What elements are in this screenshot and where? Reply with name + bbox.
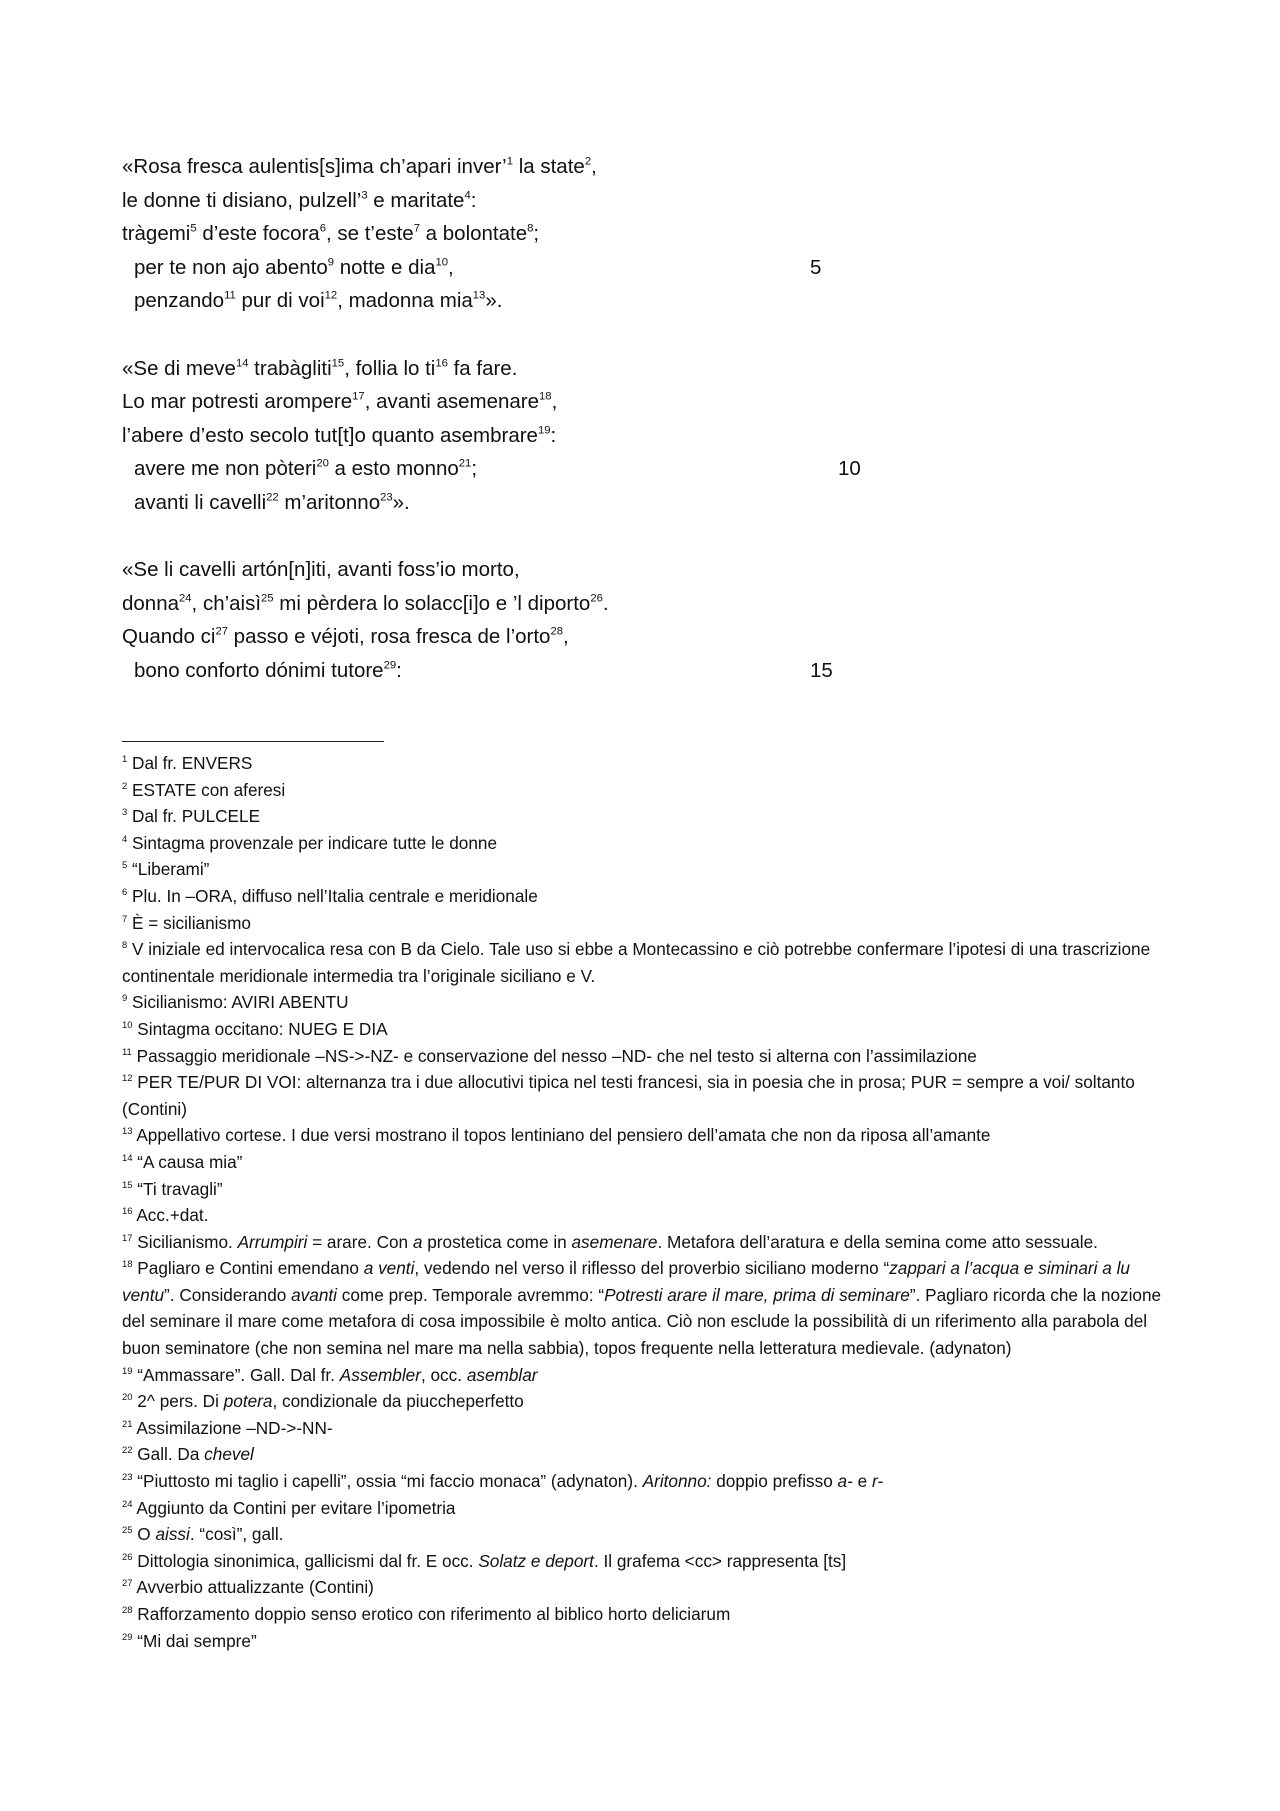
- footnote-number: 2: [122, 780, 128, 792]
- footnote-ref: 16: [435, 357, 448, 370]
- text-run: , follia lo ti: [344, 356, 436, 380]
- footnote-ref: 1: [506, 155, 514, 168]
- footnote-ref: 26: [590, 592, 603, 605]
- italic-run: chevel: [204, 1444, 254, 1465]
- footnote: [122, 1628, 1167, 1655]
- text-run: ;: [533, 222, 540, 245]
- text-run: tràgemi: [122, 222, 191, 245]
- stanza: [122, 150, 1022, 318]
- footnote-ref: 6: [319, 222, 326, 235]
- text-run: È = sicilianismo: [132, 912, 251, 933]
- text-run: Gall. Da: [137, 1444, 205, 1465]
- footnote-number: 26: [122, 1551, 133, 1563]
- text-run: d’este focora: [196, 222, 320, 245]
- text-run: a esto monno: [328, 457, 459, 480]
- footnote: [122, 856, 1167, 883]
- footnote-number: 27: [122, 1578, 133, 1590]
- text-run: Dal fr. ENVERS: [132, 753, 253, 773]
- line-number: 10: [838, 457, 861, 480]
- text-run: = arare. Con: [307, 1231, 413, 1252]
- italic-run: asemenare: [571, 1231, 658, 1252]
- text-run: Lo mar potresti arompere: [122, 390, 353, 413]
- verse-line: [122, 284, 1022, 318]
- footnote-separator: [122, 741, 384, 742]
- text-run: ».: [485, 289, 503, 312]
- text-run: e maritate: [367, 188, 465, 212]
- text-run: Passaggio meridionale –NS->-NZ- e conservazione del nesso –ND- che nel testo si alterna con l’assimilazione: [136, 1045, 977, 1066]
- text-run: Sintagma occitano: NUEG E DIA: [137, 1018, 388, 1039]
- footnote-ref: 8: [527, 222, 534, 235]
- italic-run: Arrumpiri: [237, 1231, 308, 1252]
- footnote-number: 14: [122, 1152, 133, 1164]
- footnote-number: 18: [122, 1259, 133, 1271]
- italic-run: a-: [837, 1471, 853, 1492]
- text-run: Appellativo cortese. I due versi mostrano il topos lentiniano del pensiero dell’amata che non da riposa all’amante: [136, 1125, 991, 1146]
- verse-line: [122, 251, 1022, 285]
- footnote: [122, 1601, 1167, 1628]
- verse-line: [122, 419, 1022, 453]
- italic-run: avanti: [291, 1284, 337, 1305]
- footnote-ref: 12: [324, 289, 338, 302]
- footnote-number: 20: [122, 1392, 133, 1404]
- footnote-number: 28: [122, 1604, 133, 1616]
- footnote-ref: 28: [550, 625, 563, 638]
- text-run: mi pèrdera lo solacc[i]o e ’l diporto: [273, 591, 591, 615]
- text-run: ”. Pagliaro ricorda che la nozione del seminare il mare come metafora di cosa impossibile è molto antica. Ciò non esclude la possibilità di un riferimento alla parabola del buon seminatore (che non semina nel mare ma nella sabbia), topos frequente nella letteratura medievale. (adynaton): [122, 1284, 1162, 1359]
- footnote-ref: 7: [413, 222, 420, 235]
- footnote: [122, 830, 1167, 857]
- text-run: e: [852, 1471, 872, 1492]
- footnote-ref: 18: [539, 390, 552, 403]
- text-run: PER TE/PUR DI VOI: alternanza tra i due allocutivi tipica nel testi francesi, sia in poesia che in prosa; PUR = sempre a voi/ soltanto (Contini): [122, 1072, 1135, 1119]
- italic-run: r-: [871, 1471, 884, 1492]
- text-run: Sicilianismo: AVIRI ABENTU: [132, 992, 349, 1013]
- text-run: l’abere d’esto secolo tut[t]o quanto asembrare: [122, 423, 538, 447]
- verse-line: [122, 352, 1022, 386]
- footnote-ref: 4: [464, 189, 471, 202]
- footnote-ref: 27: [215, 625, 228, 638]
- footnote-ref: 14: [235, 357, 249, 370]
- text-run: , avanti asemenare: [364, 390, 540, 413]
- footnotes-block: [122, 750, 1167, 1654]
- text-run: per te non ajo abento: [134, 255, 328, 279]
- verse-line: [122, 150, 1022, 184]
- verse-line: [122, 654, 1022, 688]
- text-run: la state: [513, 155, 585, 178]
- footnote-number: 17: [122, 1232, 133, 1244]
- footnote-ref: 15: [331, 357, 345, 370]
- italic-run: a venti: [363, 1258, 415, 1279]
- footnote: [122, 910, 1167, 937]
- text-run: . Il grafema <cc> rappresenta [ts]: [593, 1550, 847, 1571]
- text-run: ».: [392, 490, 410, 514]
- text-run: ESTATE con aferesi: [132, 779, 286, 800]
- text-run: , vedendo nel verso il riflesso del proverbio siciliano moderno “: [414, 1258, 890, 1279]
- stanza: [122, 553, 1022, 687]
- text-run: pur di voi: [235, 289, 325, 312]
- footnote-ref: 13: [472, 289, 486, 302]
- text-run: ,: [551, 390, 558, 413]
- text-run: , ch’aisì: [191, 591, 262, 615]
- text-run: penzando: [134, 289, 225, 312]
- italic-run: aissi: [155, 1524, 190, 1545]
- text-run: Avverbio attualizzante (Contini): [136, 1577, 374, 1598]
- italic-run: zappari a l’acqua e siminari a lu ventu: [122, 1258, 1130, 1305]
- text-run: Aggiunto da Contini per evitare l’ipometria: [136, 1497, 456, 1518]
- footnote-number: 24: [122, 1498, 133, 1510]
- text-run: Rafforzamento doppio senso erotico con riferimento al biblico horto deliciarum: [137, 1604, 731, 1624]
- footnote-number: 21: [122, 1418, 133, 1430]
- footnote-ref: 9: [327, 256, 335, 269]
- text-run: donna: [122, 591, 180, 615]
- footnote-number: 13: [122, 1126, 133, 1138]
- text-run: :: [470, 188, 477, 212]
- text-run: .: [602, 591, 609, 615]
- footnote-number: 6: [122, 886, 128, 898]
- italic-run: Potresti arare il mare, prima di seminare: [604, 1284, 910, 1305]
- footnote-number: 4: [122, 833, 128, 845]
- footnote: [122, 1468, 1167, 1495]
- text-run: “Liberami”: [132, 859, 210, 880]
- text-run: “Ti travagli”: [137, 1178, 223, 1199]
- footnote-ref: 29: [383, 659, 397, 672]
- text-run: “Ammassare”. Gall. Dal fr.: [137, 1364, 340, 1385]
- footnote-number: 15: [122, 1179, 133, 1191]
- text-run: , occ.: [420, 1364, 467, 1385]
- text-run: a bolontate: [419, 222, 528, 245]
- text-run: «Se di meve: [122, 356, 236, 380]
- text-run: O: [137, 1524, 156, 1545]
- text-run: doppio prefisso: [711, 1471, 838, 1492]
- footnote-number: 3: [122, 807, 128, 819]
- text-run: ,: [562, 625, 569, 648]
- verse-line: [122, 452, 1022, 486]
- footnote: [122, 1069, 1167, 1122]
- footnote-ref: 5: [190, 222, 197, 235]
- footnote-ref: 11: [224, 289, 236, 302]
- text-run: “Piuttosto mi taglio i capelli”, ossia “mi faccio monaca” (adynaton).: [137, 1471, 643, 1492]
- text-run: Assimilazione –ND->-NN-: [136, 1417, 333, 1438]
- text-run: Pagliaro e Contini emendano: [137, 1258, 364, 1279]
- footnote-number: 7: [122, 913, 128, 925]
- text-run: ”. Considerando: [164, 1284, 292, 1305]
- text-run: “Mi dai sempre”: [137, 1630, 257, 1651]
- footnote-number: 9: [122, 993, 128, 1005]
- footnote: [122, 1122, 1167, 1149]
- footnote-number: 5: [122, 860, 128, 872]
- footnote: [122, 1362, 1167, 1389]
- text-run: , madonna mia: [337, 289, 473, 312]
- text-run: fa fare.: [447, 356, 518, 380]
- footnote: [122, 1202, 1167, 1229]
- footnote: [122, 1495, 1167, 1522]
- footnote-number: 11: [122, 1046, 132, 1058]
- footnote-ref: 24: [179, 592, 192, 605]
- footnote: [122, 1176, 1167, 1203]
- text-run: ,: [448, 255, 454, 279]
- text-run: Dittologia sinonimica, gallicismi dal fr. E occ.: [137, 1550, 479, 1571]
- text-run: notte e dia: [334, 255, 436, 279]
- footnote: [122, 777, 1167, 804]
- text-run: . Metafora dell’aratura e della semina come atto sessuale.: [657, 1231, 1098, 1252]
- text-run: bono conforto dónimi tutore: [134, 658, 384, 682]
- footnote: [122, 750, 1167, 777]
- text-run: ,: [591, 155, 597, 178]
- footnote-number: 8: [122, 940, 128, 952]
- text-run: , se t’este: [325, 222, 414, 245]
- footnote: [122, 1441, 1167, 1468]
- text-run: avanti li cavelli: [134, 490, 267, 514]
- footnote-number: 10: [122, 1019, 133, 1031]
- footnote: [122, 1521, 1167, 1548]
- footnote: [122, 989, 1167, 1016]
- poem-text: [122, 150, 1022, 721]
- italic-run: Solatz e deport: [478, 1550, 594, 1571]
- verse-line: [122, 486, 1022, 520]
- text-run: Sicilianismo.: [137, 1231, 238, 1252]
- footnote-ref: 25: [261, 592, 274, 605]
- footnote-ref: 21: [458, 457, 472, 470]
- italic-run: potera: [223, 1391, 273, 1412]
- footnote-number: 19: [122, 1365, 133, 1377]
- footnote-number: 1: [122, 753, 128, 765]
- text-run: come prep. Temporale avremmo: “: [337, 1284, 605, 1305]
- italic-run: Assembler: [339, 1364, 421, 1385]
- footnote: [122, 803, 1167, 830]
- text-run: Plu. In –ORA, diffuso nell’Italia centrale e meridionale: [132, 885, 538, 906]
- footnote: [122, 1574, 1167, 1601]
- footnote-ref: 3: [361, 189, 368, 202]
- footnote: [122, 1016, 1167, 1043]
- italic-run: a: [412, 1231, 423, 1252]
- text-run: passo e véjoti, rosa fresca de l’orto: [227, 625, 551, 648]
- text-run: Acc.+dat.: [136, 1205, 209, 1226]
- verse-line: [122, 385, 1022, 419]
- text-run: m’aritonno: [278, 490, 381, 514]
- text-run: V iniziale ed intervocalica resa con B da Cielo. Tale uso si ebbe a Montecassino e ciò potrebbe confermare l’ipotesi di una trascrizione continentale meridionale intermedia tra l’originale siciliano e V.: [122, 939, 1151, 986]
- text-run: trabàgliti: [248, 356, 332, 380]
- text-run: :: [396, 658, 402, 682]
- text-run: 2^ pers. Di: [137, 1391, 224, 1412]
- footnote: [122, 1548, 1167, 1575]
- footnote: [122, 1229, 1167, 1256]
- footnote-ref: 22: [266, 491, 279, 504]
- footnote-number: 29: [122, 1631, 133, 1643]
- text-run: :: [550, 423, 557, 447]
- text-run: Sintagma provenzale per indicare tutte le donne: [132, 832, 498, 853]
- verse-line: [122, 587, 1022, 621]
- footnote-ref: 20: [316, 457, 329, 470]
- footnote-number: 22: [122, 1445, 133, 1457]
- text-run: ;: [471, 457, 478, 480]
- footnote: [122, 1255, 1167, 1361]
- text-run: Dal fr. PULCELE: [132, 806, 261, 827]
- verse-line: [122, 184, 1022, 218]
- italic-run: asemblar: [466, 1364, 538, 1385]
- footnote-number: 23: [122, 1471, 133, 1483]
- footnote: [122, 1043, 1167, 1070]
- text-run: le donne ti disiano, pulzell’: [122, 188, 362, 212]
- text-run: Quando ci: [122, 625, 216, 648]
- footnote-ref: 2: [584, 155, 592, 168]
- footnote-ref: 10: [435, 256, 449, 269]
- verse-line: [122, 553, 1022, 587]
- footnote-number: 12: [122, 1073, 133, 1085]
- text-run: avere me non pòteri: [134, 457, 317, 480]
- stanza: [122, 352, 1022, 520]
- verse-line: [122, 620, 1022, 654]
- line-number: 5: [810, 255, 822, 279]
- footnote: [122, 1415, 1167, 1442]
- text-run: «Se li cavelli artón[n]iti, avanti foss’io morto,: [122, 558, 520, 581]
- footnote: [122, 883, 1167, 910]
- text-run: “A causa mia”: [137, 1151, 243, 1172]
- footnote-number: 16: [122, 1206, 133, 1217]
- text-run: prostetica come in: [422, 1231, 572, 1252]
- text-run: , condizionale da piuccheperfetto: [272, 1391, 524, 1412]
- footnote: [122, 936, 1167, 989]
- footnote-number: 25: [122, 1525, 133, 1537]
- footnote-ref: 23: [380, 491, 393, 504]
- italic-run: Aritonno:: [642, 1471, 712, 1492]
- footnote: [122, 1388, 1167, 1415]
- verse-line: [122, 217, 1022, 251]
- text-run: . “così”, gall.: [189, 1524, 284, 1545]
- footnote: [122, 1149, 1167, 1176]
- footnote-ref: 19: [537, 424, 551, 437]
- line-number: 15: [810, 658, 833, 682]
- text-run: «Rosa fresca aulentis[s]ima ch’apari inver’: [122, 155, 507, 178]
- footnote-ref: 17: [352, 390, 365, 403]
